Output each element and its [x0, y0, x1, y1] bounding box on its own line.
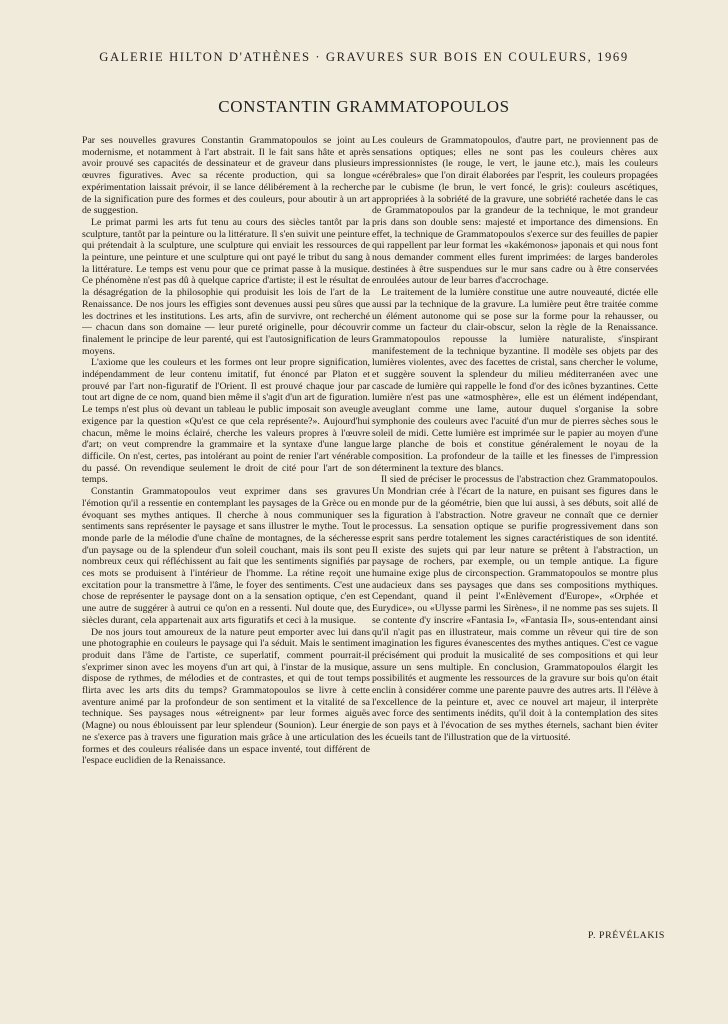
paragraph: Le primat parmi les arts fut tenu au cours des siècles tantôt par la sculpture, tantôt par la peinture ou la littérature. Il s'en suivit une peinture qui prétendait à la sculpture, une sculpture qui enviait les ressources de la peinture, une peinture et une sculpture qui ont payé le tribut du sang à la littérature. Le temps est venu pour que ce primat passe à la musique. Ce phénomène n'est pas dû à quelque caprice d'artiste; il est le résultat de la désagrégation de la philosophie qui produisit les lois de l'art de la Renaissance. De nos jours les effigies sont devenues aussi peu sûres que les doctrines et les institutions. Les arts, afin de survivre, ont recherché — chacun dans son domaine — leur pureté originelle, pour découvrir finalement le principe de leur parenté, qui est l'autosignification de leurs moyens. [82, 216, 370, 357]
page-header: GALERIE HILTON D'ATHÈNES · GRAVURES SUR BOIS EN COULEURS, 1969 [99, 50, 629, 64]
paragraph: L'axiome que les couleurs et les formes ont leur propre signification, indépendamment de leur contenu imitatif, fut énoncé par Platon et prouvé par l'art non-figuratif de l'Orient. Il est prouvé chaque jour par tout art digne de ce nom, quand bien même il s'agit d'un art de figuration. Le temps n'est plus où devant un tableau le public imposait son aveugle exigence par la question «Qu'est ce que cela représente?». Aujourd'hui chacun, même le moins éclairé, cherche les valeurs propres à l'œuvre d'art; on veut comprendre la grammaire et la syntaxe d'une langue difficile. On n'est, certes, pas intolérant au point de renier l'art vénérable du passé. On revendique seulement le droit de cité pour l'art de son temps. [82, 357, 370, 486]
paragraph: Par ses nouvelles gravures Constantin Grammatopoulos se joint au modernisme, et notamment à l'art abstrait. Il le fait sans hâte et après avoir prouvé ses capacités de dessinateur et de graveur dans plusieurs œuvres figuratives. Avec sa récente production, qui sa longue expérimentation laissait prévoir, il se lance délibérement à la recherche de la signification pure des formes et des couleurs, pour aboutir à un art de suggestion. [82, 135, 370, 217]
paragraph: Il sied de préciser le processus de l'abstraction chez Grammatopoulos. Un Mondrian crée à l'écart de la nature, en puisant ses figures dans le monde pur de la géométrie, bien que lui aussi, à ses débuts, soit allé de la figuration à l'abstraction. Notre graveur ne connaît que ce dernier processus. La sensation optique se purifie progressivement dans son esprit sans perdre totalement les signes caractéristiques de son identité. Il existe des sujets qui par leur nature se prêtent à l'abstraction, un paysage de rochers, par exemple, ou un temple antique. La figure humaine exige plus de circonspection. Grammatopoulos se montre plus audacieux dans ses paysages que dans ses compositions mythiques. Cependant, quand il peint l'«Enlèvement d'Europe», «Orphée et Eurydice», ou «Ulysse parmi les Sirènes», il ne nomme pas ses sujets. Il se contente d'y inscrire «Fantasia I», «Fantasia II», sous-entendant ainsi qu'il n'agit pas en illustrateur, mais comme un rêveur qui tire de son imagination les figures évanescentes des mythes antiques. C'est ce vague précisément qui produit la musicalité de ses compositions et qui leur assure un sens multiple. En conclusion, Grammatopoulos élargit les possibilités et augmente les ressources de la gravure sur bois qu'on était enclin à considérer comme une parente pauvre des autres arts. Il l'élève à l'excellence de la peinture et, avec ce nouvel art majeur, il interprète avec force des sentiments inédits, qu'il doit à la contemplation des sites de son pays et à l'évocation de ses mythes éternels, sachant bien éviter les écueils tant de l'illustration que de la virtuosité. [372, 474, 658, 743]
paragraph: Le traitement de la lumière constitue une autre nouveauté, dictée elle aussi par la technique de la gravure. La lumière peut être traitée comme un élément autonome qui se pose sur la forme pour la rehausser, ou comme un facteur du clair-obscur, selon la règle de la Renaissance. Grammatopoulos repousse la lumière naturaliste, s'inspirant manifestement de la technique byzantine. Il modèle ses objets par des lumières violentes, avec des facettes de cristal, sans chercher le volume, et suggère souvent la splendeur du milieu méditerranéen avec une cascade de lumière qui rappelle le fond d'or des icônes byzantines. Cette lumière n'est pas une «atmosphère», elle est un élément indépendant, aveuglant comme une lame, autour duquel s'organise la sobre symphonie des couleurs avec l'acuité d'un mur de pierres sèches sous le soleil de midi. Cette lumière est imprimée sur le papier au moyen d'une large planche de bois et constitue généralement le noyau de la composition. La profondeur de la taille et les finesses de l'impression déterminent la texture des blancs. [372, 287, 658, 474]
author-signature: P. PRÉVÉLAKIS [588, 930, 665, 941]
article-title: CONSTANTIN GRAMMATOPOULOS [218, 97, 510, 116]
left-column [82, 135, 370, 995]
right-column [372, 135, 658, 995]
paragraph: Les couleurs de Grammatopoulos, d'autre part, ne proviennent pas de sensations optiques; elles ne sont pas les couleurs chères aux impressionnistes (le rouge, le vert, le jaune etc.), mais les couleurs «cérébrales» que l'on dirait élaborées par l'esprit, les couleurs propagées par le cubisme (le brun, le vert foncé, le gris): couleurs ascétiques, appropriées à la sobriété de la gravure, une sobriété rachetée dans le cas de Grammatopoulos par la grandeur de la technique, le mot grandeur pris dans son double sens: majesté et importance des dimensions. En effet, la technique de Grammatopoulos s'exerce sur des feuilles de papier qui rappellent par leur format les «kakémonos» japonais et qui nous font nous demander comment elles furent imprimées: de larges banderoles destinées à être suspendues sur le mur sans cadre ou à être conservées enroulées autour de leur barres d'accrochage. [372, 135, 658, 287]
paragraph: Constantin Grammatopoulos veut exprimer dans ses gravures l'émotion qu'il a ressentie en contemplant les paysages de la Grèce ou en évoquant ses mythes antiques. Il cherche à nous communiquer ses sentiments sans représenter le paysage et sans illustrer le mythe. Tout le monde parle de la mélodie d'une chaîne de montagnes, de la sécheresse d'un paysage ou de la splendeur d'un soleil couchant, mais ils sont peu nombreux ceux qui réfléchissent au fait que les sentiments signifiés par ces mots se produisent à l'intérieur de l'homme. La rétine reçoit une excitation pour la transmettre à l'âme, le foyer des sentiments. C'est une chose de représenter le paysage dont on a la sensation optique, c'en est une autre de suggérer à autrui ce qu'on en a ressenti. Nul doute que, des siècles durant, cela appartenait aux arts figuratifs et ceci à la musique. [82, 486, 370, 626]
paragraph: De nos jours tout amoureux de la nature peut emporter avec lui dans une photographie en couleurs le paysage qui l'a séduit. Mais le sentiment produit dans l'âme de l'artiste, ce superlatif, comment pourrait-il s'exprimer sinon avec les moyens d'un art qui, à l'instar de la musique, dispose de rythmes, de mélodies et de contrastes, et qui de tout temps flirta avec les arts dits du temps? Grammatopoulos se livre à cette aventure animé par la profondeur de son sentiment et la vitalité de sa technique. Ses paysages nous «étreignent» par leur formes aiguës (Magne) ou nous éblouissent par leur splendeur (Sounion). Leur énergie ne s'exerce pas à travers une figuration mais grâce à une articulation des formes et des couleurs réalisée dans un espace inventé, tout différent de l'espace euclidien de la Renaissance. [82, 626, 370, 767]
